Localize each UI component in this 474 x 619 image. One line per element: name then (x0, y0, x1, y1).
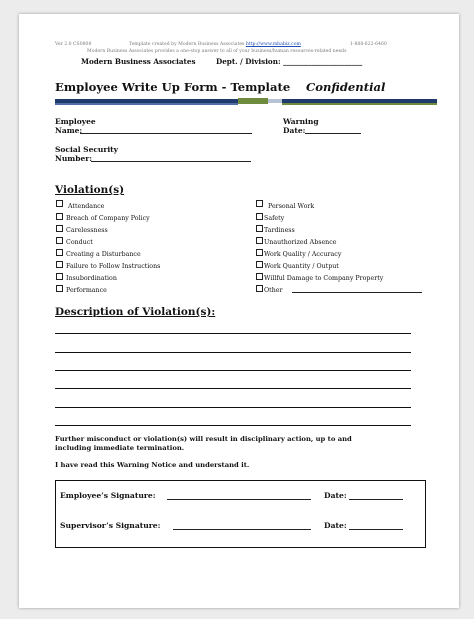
acknowledge-statement: I have read this Warning Notice and understand it. (55, 461, 250, 469)
employee-date-label: Date: (324, 491, 347, 500)
ssn-number-label: Number: (55, 154, 92, 163)
description-line[interactable] (55, 407, 411, 408)
description-line[interactable] (55, 333, 411, 334)
violation-checkbox[interactable] (256, 249, 263, 256)
signature-box (55, 480, 426, 548)
warning-date-field[interactable] (305, 133, 361, 134)
violation-option-label: Insubordination (66, 275, 117, 282)
violation-option-label: Carelessness (66, 227, 108, 234)
violation-option-label: Breach of Company Policy (66, 215, 150, 222)
violation-option-label: Failure to Follow Instructions (66, 263, 161, 270)
description-heading: Description of Violation(s): (55, 306, 216, 318)
violation-option-label: Willful Damage to Company Property (264, 275, 384, 282)
supervisor-signature-field[interactable] (173, 529, 311, 530)
other-violation-field[interactable] (292, 292, 422, 293)
company-name: Modern Business Associates (81, 57, 196, 66)
violation-checkbox[interactable] (56, 213, 63, 220)
violation-checkbox[interactable] (56, 261, 63, 268)
document-page (19, 14, 459, 608)
violation-checkbox[interactable] (56, 200, 63, 207)
violation-option-label: Unauthorized Absence (264, 239, 337, 246)
violation-checkbox[interactable] (256, 261, 263, 268)
violation-checkbox[interactable] (56, 273, 63, 280)
header-bar-green-right (282, 103, 437, 105)
violation-checkbox[interactable] (56, 237, 63, 244)
tagline-text: Modern Business Associates provides a one-stop answer to all of your business/human resources-related needs (87, 49, 347, 54)
description-line[interactable] (55, 388, 411, 389)
employee-signature-field[interactable] (167, 499, 311, 500)
violation-checkbox[interactable] (56, 285, 63, 292)
employee-label: Employee (55, 117, 96, 126)
template-note (129, 42, 301, 47)
header-bar-gray (268, 99, 282, 103)
violation-option-label: Work Quantity / Output (264, 263, 339, 270)
violation-option-label: Safety (264, 215, 285, 222)
violation-checkbox[interactable] (256, 273, 263, 280)
form-title: Employee Write Up Form - Template (55, 80, 291, 94)
violation-option-label: Other (264, 287, 283, 294)
violations-heading: Violation(s) (55, 184, 125, 196)
ssn-field[interactable] (91, 161, 251, 162)
violation-checkbox[interactable] (256, 225, 263, 232)
website-link[interactable]: http://www.mbabiz.com (245, 42, 301, 47)
template-note-text: Template created by Modern Business Associates (129, 42, 245, 47)
version-text: Ver 2.0 CS0808 (55, 42, 92, 47)
violation-option-label: Creating a Disturbance (66, 251, 141, 258)
description-line[interactable] (55, 352, 411, 353)
name-label: Name: (55, 126, 83, 135)
violation-option-label: Tardiness (264, 227, 295, 234)
header-bar-blue (55, 103, 238, 105)
misconduct-notice-line-2: including immediate termination. (55, 444, 185, 452)
description-line[interactable] (55, 425, 411, 426)
warning-date-label: Date: (283, 126, 306, 135)
ssn-label: Social Security (55, 145, 118, 154)
employee-signature-label: Employee’s Signature: (60, 491, 156, 500)
violation-option-label: Conduct (66, 239, 93, 246)
misconduct-notice-line-1: Further misconduct or violation(s) will result in disciplinary action, up to and (55, 435, 352, 443)
supervisor-date-field[interactable] (349, 529, 403, 530)
dept-division-field[interactable]: Dept. / Division: ______________________ (216, 57, 363, 66)
violation-option-label: Performance (66, 287, 107, 294)
violation-checkbox[interactable] (56, 249, 63, 256)
warning-label: Warning (283, 117, 319, 126)
violation-checkbox[interactable] (256, 285, 263, 292)
violation-checkbox[interactable] (256, 237, 263, 244)
employee-date-field[interactable] (349, 499, 403, 500)
violation-checkbox[interactable] (256, 200, 263, 207)
header-bar-green (238, 98, 268, 104)
violation-option-label: Attendance (68, 203, 105, 210)
violation-checkbox[interactable] (56, 225, 63, 232)
supervisor-date-label: Date: (324, 521, 347, 530)
description-line[interactable] (55, 370, 411, 371)
phone-text: 1-888-622-6460 (350, 42, 387, 47)
supervisor-signature-label: Supervisor’s Signature: (60, 521, 161, 530)
employee-name-field[interactable] (80, 133, 252, 134)
violation-option-label: Work Quality / Accuracy (264, 251, 342, 258)
violation-checkbox[interactable] (256, 213, 263, 220)
confidential-label: Confidential (306, 80, 386, 94)
violation-option-label: Personal Work (268, 203, 315, 210)
